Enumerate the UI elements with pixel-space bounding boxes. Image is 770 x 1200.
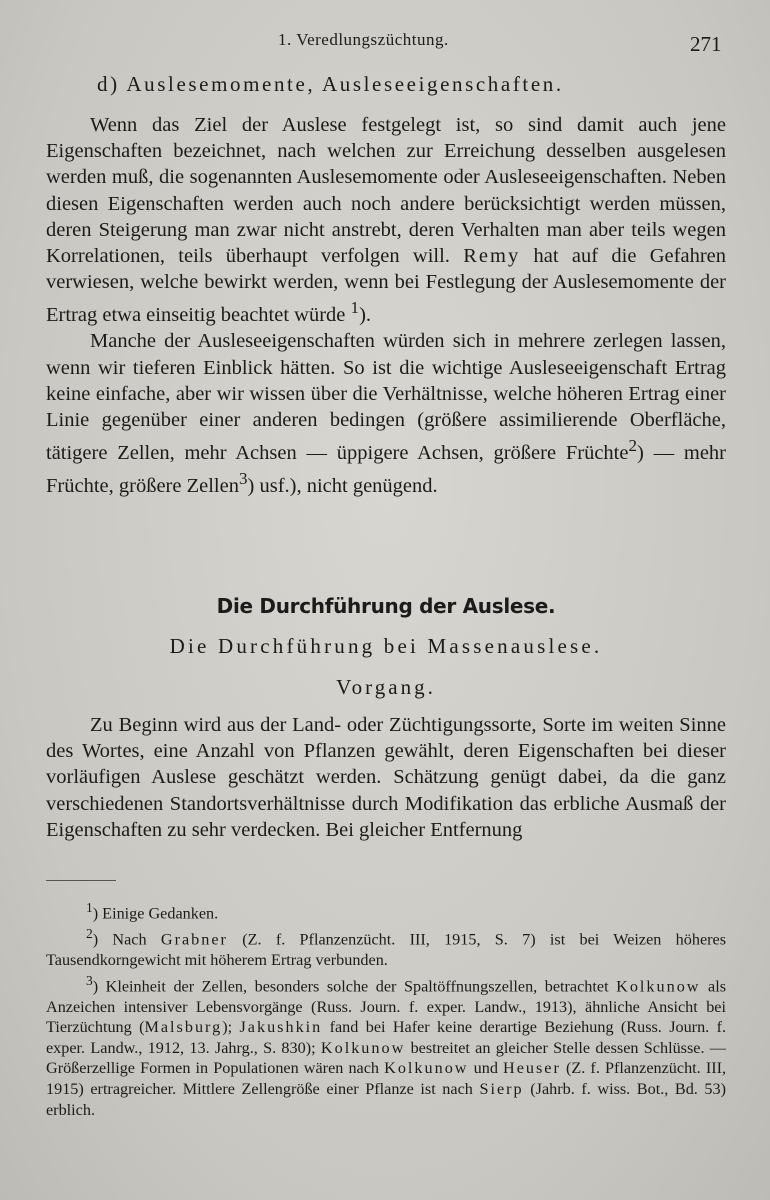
footnote-1 [46,898,726,924]
footnote-3-text-c: ); [222,1018,233,1037]
footnote-ref-1[interactable]: 1 [350,298,360,318]
paragraph-2-text-a: Manche der Ausleseeigenschaften würden sich in mehrere zerlegen lassen, wenn wir tieferen Einblick hätten. So ist die wichtige Ausleseeigenschaft Ertrag keine einfache, aber wir wissen über die Verhältnisse, welche höheren Ertrag einer Linie gegenüber einer anderen bedingen (größere assimilierende Oberfläche, tätigere Zellen, mehr Achsen — üppigere Achsen, größere Früchte [46,330,726,465]
footnote-1-mark: 1 [86,900,93,915]
running-header [0,28,770,58]
footnote-3-text-g: (Z. f. Pflanzenzücht. III, 1915) ertragreicher. Mittlere Zellengröße einer Pflanze ist nach [46,1059,727,1098]
footnotes [46,898,726,1120]
paragraph-2 [46,328,726,499]
paragraph-1-text-b: hat auf die Gefahren verwiesen, welche bewirkt werden, wenn bei Festlegung der Auslesemomente der Ertrag etwa einseitig beachtet würde [46,245,727,327]
paragraph-1-text-a: Wenn das Ziel der Auslese festgelegt ist, so sind damit auch jene Eigenschaften bezeichnet, nach welchen zur Erreichung desselben ausgelesen werden muß, die sogenannten Auslesemomente oder Ausleseeigenschaften. Neben diesen Eigenschaften werden auch noch andere berücksichtigt werden müssen, deren Steigerung man zwar nicht anstrebt, deren Verhalten man aber teils wegen Korrelationen, teils überhaupt verfolgen will. [46,114,726,268]
subsection-title: Die Durchführung bei Massenauslese. [169,634,603,658]
footnote-2 [46,924,726,971]
author-sierp: Sierp [479,1079,524,1098]
paragraph-1-end: ). [359,304,372,327]
footnote-1-text: ) Einige Gedanken. [92,904,219,923]
author-grabner: Grabner [160,930,228,949]
footnote-3 [46,971,726,1121]
footnote-ref-2[interactable]: 2 [628,436,638,456]
footnote-ref-3[interactable]: 3 [238,469,248,489]
section-title: Die Durchführung der Auslese. [216,594,556,618]
footnote-2-text-a: ) Nach [92,930,147,949]
author-remy: Remy [463,245,521,268]
section-d-body [46,112,726,499]
paragraph-2-text-b: ) — mehr Früchte, größere Zellen [46,442,726,498]
footnote-rule [46,880,116,881]
paragraph-1 [46,112,726,328]
subsubsection-title: Vorgang. [336,675,436,699]
footnote-3-text-d: fand bei Hafer keine derartige Beziehung (Russ. Journ. f. exper. Landw., 1912, 13. Jahrg., S. 830); [46,1018,727,1057]
footnote-3-text-b: als Anzeichen intensiver Lebensvorgänge (Russ. Journ. f. exper. Landw., 1913), ähnliche Ansicht bei Tierzüchtung ( [46,976,727,1037]
author-kolkunow-2: Kolkunow [320,1038,406,1057]
footnote-3-text-h: (Jahrb. f. wiss. Bot., Bd. 53) erblich. [46,1079,727,1119]
section-main-body [46,712,726,843]
footnote-3-text-a: ) Kleinheit der Zellen, besonders solche der Spaltöffnungszellen, betrachtet [92,976,609,995]
author-malsburg: Malsburg [144,1018,223,1037]
paragraph-3: Zu Beginn wird aus der Land- oder Züchtigungssorte, Sorte im weiten Sinne des Wortes, eine Anzahl von Pflanzen gewählt, deren Eigenschaften bei dieser vorläufigen Auslese geschätzt werden. Schätzung genügt dabei, da die ganz verschiedenen Standortsverhältnisse durch Modifikation das erbliche Ausmaß der Eigenschaften zu sehr verdecken. Bei gleicher Entfernung [46,714,726,841]
page-number: 271 [690,32,722,56]
running-title: 1. Veredlungszüchtung. [278,30,449,49]
footnote-3-text-e: bestreitet an gleicher Stelle dessen Schlüsse. — Größerzellige Formen in Populationen wären nach [46,1038,726,1078]
author-kolkunow-3: Kolkunow [384,1059,469,1078]
paragraph-2-text-c: ) usf.), nicht genügend. [247,475,438,498]
footnote-3-mark: 3 [86,972,93,988]
footnote-2-mark: 2 [86,925,93,941]
author-kolkunow-1: Kolkunow [616,976,701,995]
footnote-3-text-f: und [473,1059,498,1078]
author-jakushkin: Jakushkin [239,1018,323,1037]
author-heuser: Heuser [503,1059,561,1078]
footnote-2-text-b: (Z. f. Pflanzenzücht. III, 1915, S. 7) ist bei Weizen höheres Tausendkorngewicht mit höherem Ertrag verbunden. [46,930,727,969]
section-d-heading: d) Auslesemomente, Ausleseeigenschaften. [97,72,564,96]
